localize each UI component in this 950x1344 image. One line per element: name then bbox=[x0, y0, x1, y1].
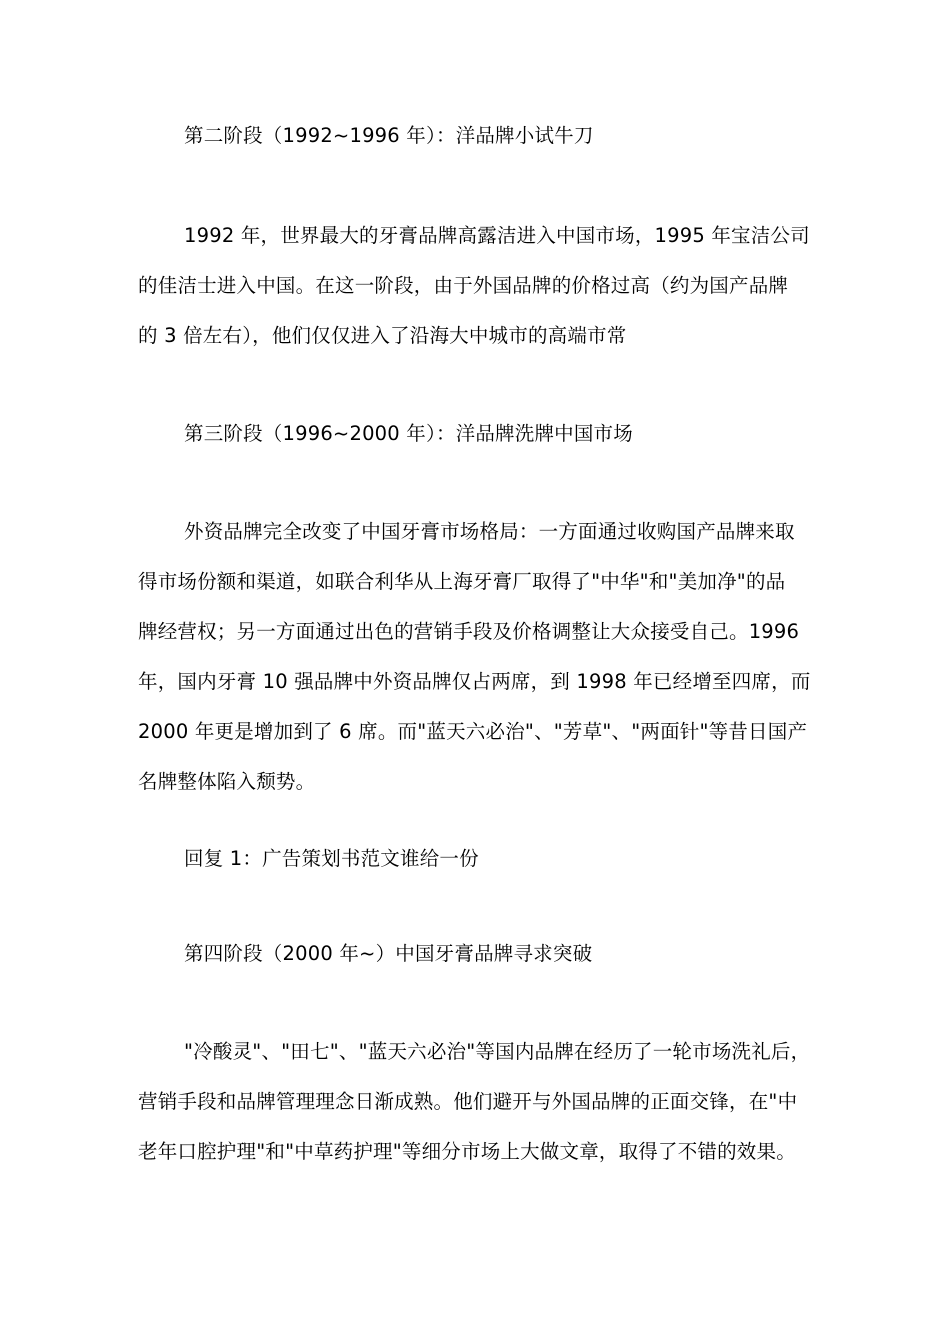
paragraph-line: 牌经营权；另一方面通过出色的营销手段及价格调整让大众接受自己。1996 bbox=[138, 620, 800, 643]
paragraph-line: 的 3 倍左右），他们仅仅进入了沿海大中城市的高端市常 bbox=[138, 324, 627, 347]
paragraph-line: 的佳洁士进入中国。在这一阶段，由于外国品牌的价格过高（约为国产品牌 bbox=[138, 274, 789, 297]
paragraph-line: 老年口腔护理"和"中草药护理"等细分市场上大做文章，取得了不错的效果。 bbox=[138, 1140, 796, 1163]
paragraph-line: 营销手段和品牌管理理念日渐成熟。他们避开与外国品牌的正面交锋，在"中 bbox=[138, 1090, 798, 1113]
paragraph-line: "冷酸灵"、"田七"、"蓝天六必治"等国内品牌在经历了一轮市场洗礼后， bbox=[184, 1040, 811, 1063]
paragraph-line: 外资品牌完全改变了中国牙膏市场格局：一方面通过收购国产品牌来取 bbox=[184, 520, 795, 543]
paragraph-line: 得市场份额和渠道，如联合利华从上海牙膏厂取得了"中华"和"美加净"的品 bbox=[138, 570, 786, 593]
paragraph-line: 1992 年，世界最大的牙膏品牌高露洁进入中国市场，1995 年宝洁公司 bbox=[184, 224, 810, 247]
paragraph-line: 名牌整体陷入颓势。 bbox=[138, 770, 316, 793]
paragraph-line: 2000 年更是增加到了 6 席。而"蓝天六必治"、"芳草"、"两面针"等昔日国产 bbox=[138, 720, 808, 743]
reply-line: 回复 1：广告策划书范文谁给一份 bbox=[184, 847, 479, 870]
paragraph-line: 年，国内牙膏 10 强品牌中外资品牌仅占两席，到 1998 年已经增至四席，而 bbox=[138, 670, 811, 693]
heading-stage-3: 第三阶段（1996~2000 年）：洋品牌洗牌中国市场 bbox=[184, 422, 633, 445]
heading-stage-2: 第二阶段（1992~1996 年）：洋品牌小试牛刀 bbox=[184, 124, 594, 147]
heading-stage-4: 第四阶段（2000 年~）中国牙膏品牌寻求突破 bbox=[184, 942, 593, 965]
